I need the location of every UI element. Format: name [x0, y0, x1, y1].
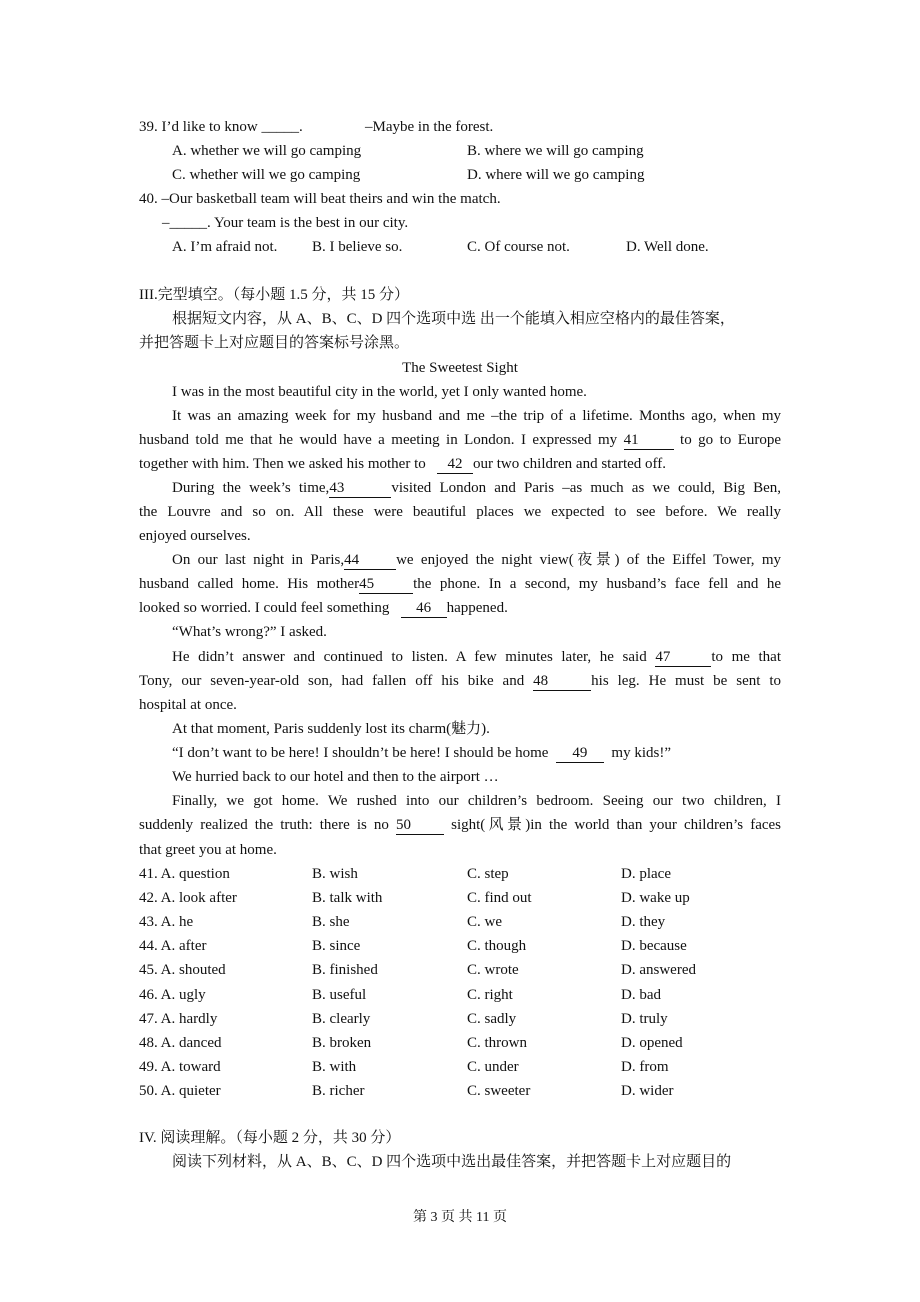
blank-50: 50: [396, 817, 444, 835]
passage-line: looked so worried. I could feel something 46 happened.: [139, 600, 508, 616]
choice-option: C. though: [467, 938, 527, 955]
section3-instruction-1: 根据短文内容，从 A、B、C、D 四个选项中选 出一个能填入相应空格内的最佳答案，: [172, 311, 735, 327]
choice-option: B. richer: [312, 1082, 365, 1099]
section4-instruction-1: 阅读下列材料，从 A、B、C、D 四个选项中选出最佳答案，并把答题卡上对应题目的: [172, 1154, 732, 1170]
q39-option-c: C. whether will we go camping: [172, 167, 361, 183]
blank-49: 49: [556, 745, 604, 763]
choice-option: D. from: [621, 1058, 669, 1075]
choice-option: C. under: [467, 1058, 519, 1075]
passage-line: enjoyed ourselves.: [139, 528, 251, 544]
blank-48: 48: [533, 673, 591, 691]
passage-line: “I don’t want to be here! I shouldn’t be here! I should be home 49 my kids!”: [172, 745, 671, 761]
passage-line: the Louvre and so on. All these were beautiful places we expected to see before. We really: [139, 504, 781, 520]
choice-option: C. we: [467, 914, 502, 931]
choice-option: B. broken: [312, 1034, 372, 1051]
choice-option: B. with: [312, 1058, 357, 1075]
choice-option: C. right: [467, 986, 513, 1003]
passage-line: hospital at once.: [139, 697, 237, 713]
passage-line: Finally, we got home. We rushed into our children’s bedroom. Seeing our two children, I: [172, 793, 781, 809]
choice-option: 49. A. toward: [139, 1058, 221, 1075]
blank-43: 43: [329, 480, 391, 498]
passage-line: On our last night in Paris,44 we enjoyed the night view(夜景) of the Eiffel Tower, my: [172, 552, 781, 568]
choice-option: D. bad: [621, 986, 661, 1003]
choice-option: 44. A. after: [139, 938, 207, 955]
choice-option: B. talk with: [312, 890, 383, 907]
choice-option: B. since: [312, 938, 361, 955]
choice-option: C. find out: [467, 890, 532, 907]
q39-stem: 39. I’d like to know _____.: [139, 119, 303, 135]
choice-option: D. opened: [621, 1034, 683, 1051]
choice-option: D. truly: [621, 1010, 668, 1027]
blank-41: 41: [624, 432, 674, 450]
passage-line: We hurried back to our hotel and then to the airport …: [172, 769, 499, 785]
choice-option: 50. A. quieter: [139, 1082, 221, 1099]
q39-option-b: B. where we will go camping: [467, 143, 644, 159]
passage-line: husband called home. His mother45 the phone. In a second, my husband’s face fell and he: [139, 576, 781, 592]
passage-line: I was in the most beautiful city in the world, yet I only wanted home.: [172, 384, 587, 400]
choice-option: B. useful: [312, 986, 367, 1003]
passage-line: husband told me that he would have a meeting in London. I expressed my 41 to go to Europe: [139, 432, 782, 448]
choice-option: B. finished: [312, 962, 378, 979]
choice-option: C. wrote: [467, 962, 519, 979]
choice-option: D. answered: [621, 962, 696, 979]
q40-option-a: A. I’m afraid not.: [172, 239, 278, 255]
choice-option: 46. A. ugly: [139, 986, 206, 1003]
blank-45: 45: [359, 576, 413, 594]
section3-heading: III.完型填空。（每小题 1.5 分，共 15 分）: [139, 287, 409, 303]
choice-option: D. place: [621, 866, 671, 882]
choice-option: 48. A. danced: [139, 1034, 222, 1051]
q40-reply: –_____. Your team is the best in our city.: [162, 215, 409, 231]
blank-46: 46: [401, 600, 447, 618]
choice-option: C. sweeter: [467, 1082, 531, 1099]
choice-option: B. clearly: [312, 1010, 371, 1027]
blank-42: 42: [437, 456, 473, 474]
q39-option-d: D. where will we go camping: [467, 167, 645, 183]
q40-option-b: B. I believe so.: [312, 239, 403, 255]
passage-line: Tony, our seven-year-old son, had fallen off his bike and 48 his leg. He must be sent to: [139, 673, 781, 689]
q40-option-d: D. Well done.: [626, 239, 709, 255]
choice-option: C. thrown: [467, 1034, 527, 1051]
blank-47: 47: [655, 649, 711, 667]
choice-option: 47. A. hardly: [139, 1010, 218, 1027]
blank-44: 44: [344, 552, 396, 570]
choice-option: 41. A. question: [139, 866, 230, 882]
passage-line: that greet you at home.: [139, 842, 277, 858]
passage-line: together with him. Then we asked his mother to 42 our two children and started off.: [139, 456, 667, 472]
choice-option: D. because: [621, 938, 687, 955]
choice-option: D. wake up: [621, 890, 690, 907]
page-footer: 第 3 页 共 11 页: [413, 1210, 507, 1225]
passage-line: “What’s wrong?” I asked.: [172, 624, 327, 640]
q40-stem: 40. –Our basketball team will beat theirs and win the match.: [139, 191, 501, 207]
choice-option: B. she: [312, 914, 350, 931]
passage-line: It was an amazing week for my husband and me –the trip of a lifetime. Months ago, when my: [172, 408, 781, 424]
choice-option: D. they: [621, 914, 666, 931]
section3-instruction-2: 并把答题卡上对应题目的答案标号涂黑。: [139, 335, 410, 351]
choice-option: D. wider: [621, 1082, 674, 1099]
passage-line: suddenly realized the truth: there is no 50 sight(风景)in the world than your children’s faces: [139, 817, 782, 833]
choice-option: 42. A. look after: [139, 890, 237, 907]
q39-reply: –Maybe in the forest.: [365, 119, 494, 135]
passage-title: The Sweetest Sight: [402, 360, 518, 376]
choice-option: C. sadly: [467, 1010, 517, 1027]
choice-option: 45. A. shouted: [139, 962, 226, 979]
choice-option: 43. A. he: [139, 914, 194, 931]
choice-option: C. step: [467, 866, 509, 882]
q40-option-c: C. Of course not.: [467, 239, 570, 255]
choice-option: B. wish: [312, 866, 358, 882]
q39-option-a: A. whether we will go camping: [172, 143, 362, 159]
passage-line: At that moment, Paris suddenly lost its charm(魅力).: [172, 721, 490, 737]
passage-line: He didn’t answer and continued to listen. A few minutes later, he said 47 to me that: [172, 649, 782, 665]
section4-heading: IV. 阅读理解。（每小题 2 分，共 30 分）: [139, 1130, 401, 1146]
passage-line: During the week’s time,43 visited London and Paris –as much as we could, Big Ben,: [172, 480, 781, 496]
